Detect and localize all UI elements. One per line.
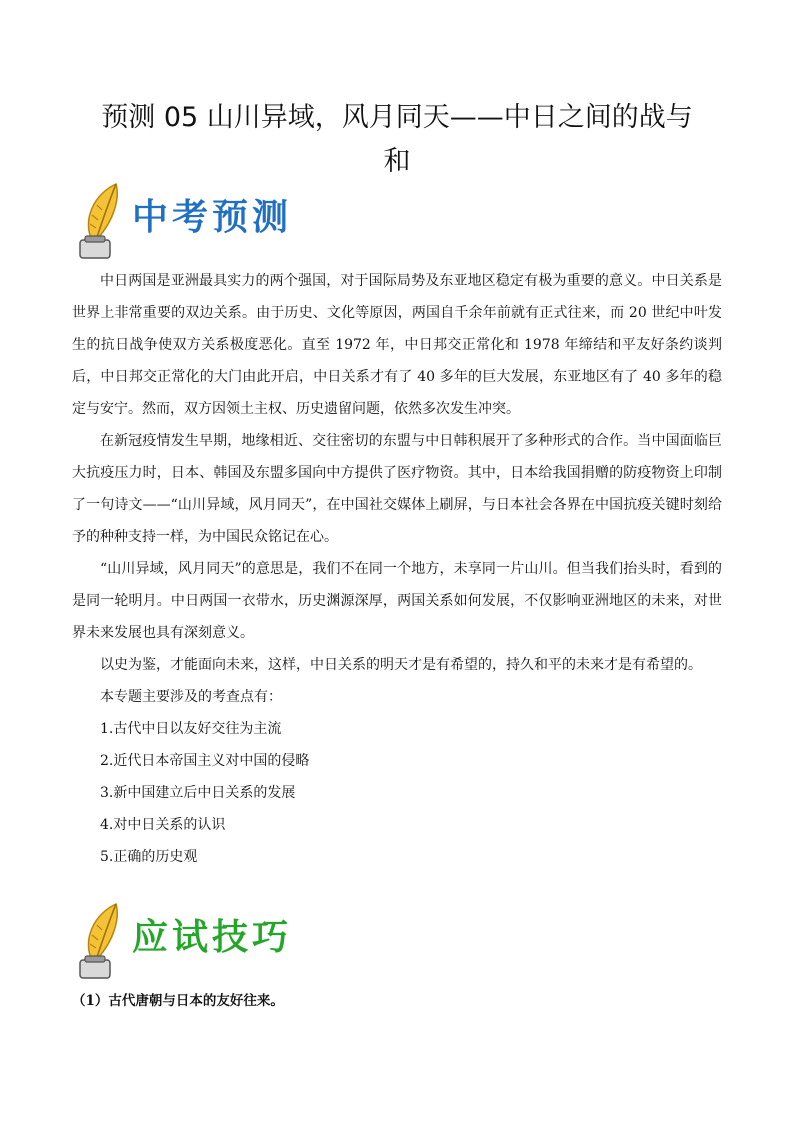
page-title xyxy=(60,96,734,184)
section-header-exam-tips xyxy=(72,900,432,980)
list-item: 1.古代中日以友好交往为主流 xyxy=(100,721,282,737)
list-item: 5.正确的历史观 xyxy=(100,849,198,865)
paragraph-2: 在新冠疫情发生早期，地缘相近、交往密切的东盟与中日韩积展开了多种形式的合作。当中国面临巨大抗疫压力时，日本、韩国及东盟多国向中方提供了医疗物资。其中，日本给我国捐赠的防疫物资上印制了一句诗文——“山川异域，风月同天”，在中国社交媒体上刷屏，与日本社会各界在中国抗疫关键时刻给予的种种支持一样，为中国民众铭记在心。 xyxy=(72,433,722,545)
section-heading: 应试技巧 xyxy=(132,917,293,958)
paragraph-3: “山川异域，风月同天”的意思是，我们不在同一个地方，未享同一片山川。但当我们抬头时，看到的是同一轮明月。中日两国一衣带水，历史渊源深厚，两国关系如何发展，不仅影响亚洲地区的未来，对世界未来发展也具有深刻意义。 xyxy=(72,561,722,641)
list-item: 3.新中国建立后中日关系的发展 xyxy=(100,785,296,801)
list-item: 2.近代日本帝国主义对中国的侵略 xyxy=(100,753,310,769)
subsection-heading: （1）古代唐朝与日本的友好往来。 xyxy=(72,993,284,1009)
paragraph-4: 以史为鉴，才能面向未来，这样，中日关系的明天才是有希望的，持久和平的未来才是有希望的。 xyxy=(100,657,702,673)
article-body xyxy=(72,265,722,873)
list-item: 4.对中日关系的认识 xyxy=(100,817,226,833)
paragraph-5: 本专题主要涉及的考查点有： xyxy=(100,689,282,705)
page-title-line-1: 预测 05 山川异域，风月同天——中日之间的战与 xyxy=(101,102,693,133)
paragraph-1: 中日两国是亚洲最具实力的两个强国，对于国际局势及东亚地区稳定有极为重要的意义。中日关系是世界上非常重要的双边关系。由于历史、文化等原因，两国自千余年前就有正式往来，而 20 世纪中叶发生的抗日战争使双方关系极度恶化。直至 1972 年，中日邦交正常化和 1978 年缔结和平友好条约谈判后，中日邦交正常化的大门由此开启，中日关系才有了 40 多年的巨大发展，东亚地区有了 40 多年的稳定与安宁。然而，双方因领土主权、历史遗留问题，依然多次发生冲突。 xyxy=(72,273,722,417)
section-heading: 中考预测 xyxy=(132,197,293,238)
section-header-exam-prediction xyxy=(72,180,432,260)
page-title-line-2: 和 xyxy=(383,146,411,177)
